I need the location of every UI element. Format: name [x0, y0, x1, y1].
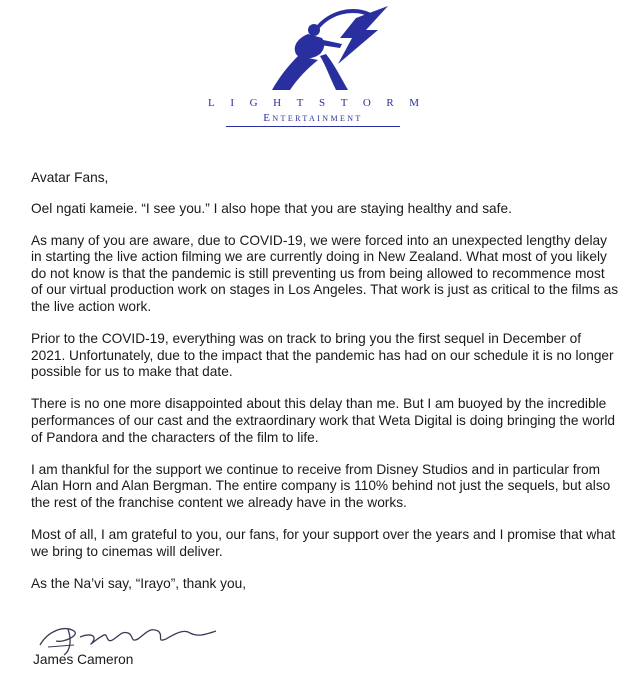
company-name: LIGHTSTORM [208, 97, 435, 109]
paragraph-greeting: Oel ngati kameie. “I see you.” I also hope that you are staying healthy and safe. [31, 200, 512, 216]
paragraph-closing: As the Na’vi say, “Irayo”, thank you, [31, 575, 247, 591]
letterhead-rule [226, 126, 400, 127]
letterhead [0, 0, 620, 130]
letter-body [31, 170, 619, 608]
company-subtitle: Entertainment [263, 112, 363, 124]
signer-name: James Cameron [33, 652, 134, 667]
paragraph-covid-delay: As many of you are aware, due to COVID-19, we were forced into an unexpected lengthy delay in starting the live action filming we are currently doing in New Zealand. What most of you likely do not know is that the pandemic is still preventing us from being allowed to recommence most of our virtual production work on stages in Los Angeles. That work is just as critical to the films as the live action work. [31, 232, 619, 315]
salutation: Avatar Fans, [31, 170, 109, 185]
paragraph-disappointed: There is no one more disappointed about this delay than me. But I am buoyed by the incredible performances of our cast and the extraordinary work that Weta Digital is doing bringing the world of Pandora and the characters of the film to life. [31, 396, 616, 445]
paragraph-sequel-date: Prior to the COVID-19, everything was on track to bring you the first sequel in December of 2021. Unfortunately, due to the impact that the pandemic has had on our schedule it is no longer possible for us to make that date. [31, 331, 614, 380]
paragraph-fans: Most of all, I am grateful to you, our fans, for your support over the years and I promise that what we bring to cinemas will deliver. [31, 527, 616, 559]
lightstorm-logo-icon [268, 4, 390, 94]
paragraph-thanks-disney: I am thankful for the support we continue to receive from Disney Studios and in particular from Alan Horn and Alan Bergman. The entire company is 110% behind not just the sequels, but also the rest of the franchise content we already have in the works. [31, 461, 611, 510]
